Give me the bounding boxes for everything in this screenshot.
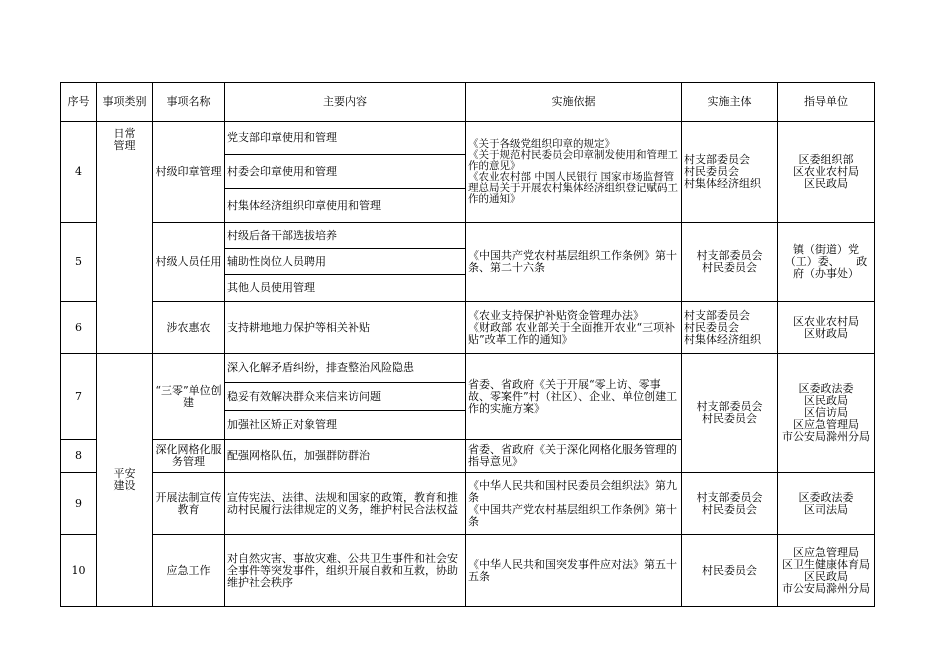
basis-cell: 《关于各级党组织印章的规定》 《关于规范村民委员会印章制发使用和管理工作的意见》 《农业农村部 中国人民银行 国家市场监督管理总局关于开展农村集体经济组织登记赋码工作的通知》 bbox=[466, 122, 682, 223]
guide-cell: 区农业农村局 区财政局 bbox=[778, 302, 875, 354]
row-no: 6 bbox=[61, 302, 97, 354]
matter-name: 深化网格化服务管理 bbox=[153, 440, 225, 473]
content-item: 宣传宪法、法律、法规和国家的政策，教育和推动村民履行法律规定的义务，维护村民合法权益 bbox=[225, 473, 466, 535]
basis-cell: 《中国共产党农村基层组织工作条例》第十条、第二十六条 bbox=[466, 223, 682, 302]
subject-cell: 村支部委员会 村民委员会 bbox=[682, 354, 778, 473]
category-cell: 日常 管理 bbox=[97, 122, 153, 354]
table-row bbox=[61, 223, 875, 249]
guide-cell: 区应急管理局 区卫生健康体育局 区民政局 市公安局滁州分局 bbox=[778, 535, 875, 607]
matter-name: 村级人员任用 bbox=[153, 223, 225, 302]
guide-cell: 镇（街道）党（工）委、 政府（办事处） bbox=[778, 223, 875, 302]
content-item: 党支部印章使用和管理 bbox=[225, 122, 466, 155]
content-item: 村集体经济组织印章使用和管理 bbox=[225, 189, 466, 223]
basis-cell: 《中华人民共和国村民委员会组织法》第九条 《中国共产党农村基层组织工作条例》第十条 bbox=[466, 473, 682, 535]
subject-cell: 村支部委员会 村民委员会 村集体经济组织 bbox=[682, 302, 778, 354]
header-name: 事项名称 bbox=[153, 83, 225, 122]
matter-name: 涉农惠农 bbox=[153, 302, 225, 354]
header-guide: 指导单位 bbox=[778, 83, 875, 122]
header-basis: 实施依据 bbox=[466, 83, 682, 122]
content-item: 村委会印章使用和管理 bbox=[225, 155, 466, 189]
header-no: 序号 bbox=[61, 83, 97, 122]
row-no: 4 bbox=[61, 122, 97, 223]
header-subject: 实施主体 bbox=[682, 83, 778, 122]
content-item: 村级后备干部选拔培养 bbox=[225, 223, 466, 249]
content-item: 支持耕地地力保护等相关补贴 bbox=[225, 302, 466, 354]
header-content: 主要内容 bbox=[225, 83, 466, 122]
content-item: 对自然灾害、事故灾难、公共卫生事件和社会安全事件等突发事件，组织开展自救和互救，协助维护社会秩序 bbox=[225, 535, 466, 607]
content-item: 加强社区矫正对象管理 bbox=[225, 411, 466, 440]
subject-cell: 村民委员会 bbox=[682, 535, 778, 607]
basis-cell: 省委、省政府《关于开展“零上访、零事故、零案件”村（社区）、企业、单位创建工作的实施方案》 bbox=[466, 354, 682, 440]
row-no: 9 bbox=[61, 473, 97, 535]
matter-name: 村级印章管理 bbox=[153, 122, 225, 223]
row-no: 10 bbox=[61, 535, 97, 607]
subject-cell: 村支部委员会 村民委员会 村集体经济组织 bbox=[682, 122, 778, 223]
row-no: 7 bbox=[61, 354, 97, 440]
basis-cell: 《中华人民共和国突发事件应对法》第五十五条 bbox=[466, 535, 682, 607]
content-item: 稳妥有效解决群众来信来访问题 bbox=[225, 383, 466, 411]
matter-name: 开展法制宣传教育 bbox=[153, 473, 225, 535]
category-cell: 平安 建设 bbox=[97, 354, 153, 607]
table-row bbox=[61, 354, 875, 383]
matters-table bbox=[60, 82, 875, 607]
header-row bbox=[61, 83, 875, 122]
content-item: 配强网格队伍，加强群防群治 bbox=[225, 440, 466, 473]
table-row bbox=[61, 535, 875, 607]
table-row bbox=[61, 302, 875, 354]
content-item: 深入化解矛盾纠纷，排查整治风险隐患 bbox=[225, 354, 466, 383]
row-no: 8 bbox=[61, 440, 97, 473]
matter-name: 应急工作 bbox=[153, 535, 225, 607]
subject-cell: 村支部委员会 村民委员会 bbox=[682, 473, 778, 535]
guide-cell: 区委组织部 区农业农村局 区民政局 bbox=[778, 122, 875, 223]
guide-cell: 区委政法委 区司法局 bbox=[778, 473, 875, 535]
content-item: 其他人员使用管理 bbox=[225, 275, 466, 302]
matter-name: “三零”单位创建 bbox=[153, 354, 225, 440]
basis-cell: 《农业支持保护补贴资金管理办法》 《财政部 农业部关于全面推开农业“三项补贴”改革工作的通知》 bbox=[466, 302, 682, 354]
row-no: 5 bbox=[61, 223, 97, 302]
table-row bbox=[61, 122, 875, 155]
guide-cell: 区委政法委 区民政局 区信访局 区应急管理局 市公安局滁州分局 bbox=[778, 354, 875, 473]
header-category: 事项类别 bbox=[97, 83, 153, 122]
table-row bbox=[61, 473, 875, 535]
basis-cell: 省委、省政府《关于深化网格化服务管理的指导意见》 bbox=[466, 440, 682, 473]
subject-cell: 村支部委员会 村民委员会 bbox=[682, 223, 778, 302]
content-item: 辅助性岗位人员聘用 bbox=[225, 249, 466, 275]
